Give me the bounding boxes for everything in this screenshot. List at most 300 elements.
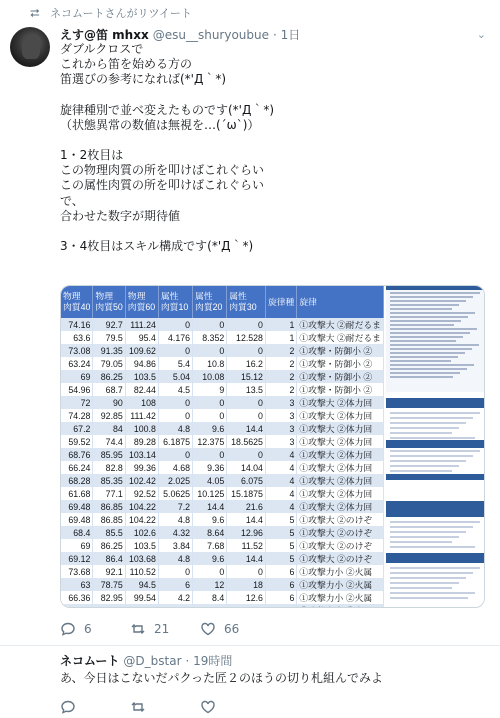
table-cell: 74.28 bbox=[61, 409, 93, 422]
thumbnail-band bbox=[386, 501, 484, 517]
table-cell: 78.75 bbox=[93, 578, 125, 591]
tweet-text-line bbox=[60, 133, 485, 148]
table-header-cell: 物理 肉質40 bbox=[61, 286, 93, 318]
thumbnail-texture-line bbox=[390, 308, 452, 310]
table-cell: ①攻撃大 ②体力回 bbox=[297, 435, 384, 448]
reply-icon bbox=[60, 699, 76, 715]
reply-icon bbox=[60, 621, 76, 637]
table-cell: 4 bbox=[265, 500, 296, 513]
table-cell: 2 bbox=[265, 370, 296, 383]
table-cell: 54.96 bbox=[61, 383, 93, 396]
data-table bbox=[61, 286, 384, 607]
table-cell: ①攻撃・防御小 ② bbox=[297, 344, 384, 357]
thumbnail-texture-line bbox=[390, 340, 456, 342]
tweet-text-line: 笛選びの参考になれば(*'Д｀*) bbox=[60, 72, 227, 87]
table-cell: 69 bbox=[61, 370, 93, 383]
thumbnail-texture-line bbox=[390, 412, 480, 414]
table-cell: 5 bbox=[265, 552, 296, 565]
thumbnail-texture-line bbox=[390, 572, 473, 574]
retweet-icon bbox=[130, 699, 146, 715]
reply-author-name[interactable]: ネコムート bbox=[60, 654, 120, 668]
tweet-text-line: 合わせた数字が期待値 bbox=[60, 208, 181, 223]
table-cell: 110.52 bbox=[125, 565, 158, 578]
table-cell: 0 bbox=[193, 448, 227, 461]
thumbnail-texture-line bbox=[390, 437, 475, 439]
thumbnail-texture-line bbox=[390, 348, 472, 350]
table-cell: ①攻撃・防御小 ② bbox=[297, 357, 384, 370]
media-thumbnail-3[interactable] bbox=[386, 392, 484, 500]
table-header-cell: 旋律種 bbox=[265, 286, 296, 318]
table-row bbox=[61, 370, 384, 383]
thumbnail-texture-line bbox=[390, 417, 473, 419]
table-cell: 18 bbox=[227, 578, 266, 591]
table-cell: 74.4 bbox=[93, 435, 125, 448]
table-row bbox=[61, 487, 384, 500]
table-cell: 68.7 bbox=[93, 383, 125, 396]
table-header-row bbox=[61, 286, 384, 318]
table-cell: ①攻撃力小 ②火属 bbox=[297, 578, 384, 591]
table-cell: 0 bbox=[158, 409, 192, 422]
table-cell: 4.32 bbox=[158, 526, 192, 539]
table-cell: 69.48 bbox=[61, 513, 93, 526]
tweet-text-line bbox=[60, 88, 485, 103]
table-cell: 12.375 bbox=[193, 435, 227, 448]
table-cell: ①攻撃大 ②体力回 bbox=[297, 422, 384, 435]
thumbnail-texture-line bbox=[390, 422, 466, 424]
table-cell: 77.1 bbox=[93, 487, 125, 500]
table-row bbox=[61, 604, 384, 607]
table-cell: 6 bbox=[265, 578, 296, 591]
table-cell: 1 bbox=[265, 331, 296, 344]
table-cell: 0 bbox=[158, 318, 192, 331]
table-cell: 4.2 bbox=[158, 591, 192, 604]
table-cell: 63.24 bbox=[61, 357, 93, 370]
retweet-button[interactable] bbox=[130, 621, 200, 637]
table-cell: 18.5625 bbox=[227, 435, 266, 448]
table-cell: ①攻撃・防御小 ② bbox=[297, 383, 384, 396]
table-header-cell: 属性 肉質10 bbox=[158, 286, 192, 318]
table-cell: 6.075 bbox=[227, 474, 266, 487]
thumbnail-band bbox=[386, 440, 484, 448]
thumbnail-texture-line bbox=[390, 592, 475, 594]
table-cell: 15.1875 bbox=[227, 487, 266, 500]
table-cell: 5.0625 bbox=[158, 487, 192, 500]
table-cell: 63 bbox=[61, 578, 93, 591]
heart-icon bbox=[200, 699, 216, 715]
table-cell: 6 bbox=[265, 565, 296, 578]
table-cell: 1 bbox=[265, 318, 296, 331]
table-cell bbox=[265, 604, 296, 607]
table-cell: 3 bbox=[265, 396, 296, 409]
reply-timestamp[interactable]: · 19時間 bbox=[185, 654, 233, 668]
thumbnail-texture-line bbox=[390, 296, 473, 298]
table-cell: 79.5 bbox=[93, 331, 125, 344]
table-cell: ①攻撃大 ②体力回 bbox=[297, 409, 384, 422]
table-cell: 10.08 bbox=[193, 370, 227, 383]
table-cell: ①攻撃大 ②体力回 bbox=[297, 396, 384, 409]
table-cell: 66.24 bbox=[61, 461, 93, 474]
table-cell: 0 bbox=[158, 396, 192, 409]
table-cell: 111.42 bbox=[125, 409, 158, 422]
tweet-text-line bbox=[60, 224, 485, 239]
table-cell: 103.5 bbox=[125, 370, 158, 383]
table-cell: 92.52 bbox=[125, 487, 158, 500]
table-cell: 94.5 bbox=[125, 578, 158, 591]
thumbnail-texture-line bbox=[390, 332, 470, 334]
table-cell: 4.05 bbox=[193, 474, 227, 487]
table-cell: 14.4 bbox=[227, 552, 266, 565]
table-cell: 68.28 bbox=[61, 474, 93, 487]
divider bbox=[0, 645, 500, 646]
thumbnail-texture-line bbox=[390, 546, 475, 548]
table-cell: ①攻撃大 ②のけぞ bbox=[297, 513, 384, 526]
table-cell bbox=[61, 604, 93, 607]
table-cell: 2 bbox=[265, 344, 296, 357]
thumbnail-texture-line bbox=[390, 567, 480, 569]
table-cell: 82.44 bbox=[125, 383, 158, 396]
thumbnail-texture-line bbox=[390, 450, 480, 452]
table-cell: 8.4 bbox=[193, 591, 227, 604]
table-header-cell: 物理 肉質60 bbox=[125, 286, 158, 318]
table-cell: 4.176 bbox=[158, 331, 192, 344]
thumbnail-texture-line bbox=[390, 376, 453, 378]
thumbnail-texture-line bbox=[390, 368, 467, 370]
table-cell: 74.16 bbox=[61, 318, 93, 331]
table-row bbox=[61, 474, 384, 487]
table-cell: 9 bbox=[193, 383, 227, 396]
table-cell: 0 bbox=[227, 344, 266, 357]
table-cell: 5 bbox=[265, 526, 296, 539]
tweet-media[interactable] bbox=[60, 285, 485, 608]
thumbnail-texture-line bbox=[390, 328, 477, 330]
thumbnail-texture-line bbox=[390, 360, 451, 362]
author-name[interactable]: えす@笛 mhxx bbox=[60, 28, 149, 42]
table-cell: 61.68 bbox=[61, 487, 93, 500]
table-cell: 4.8 bbox=[158, 552, 192, 565]
table-cell: 14.4 bbox=[227, 513, 266, 526]
table-cell: 0 bbox=[158, 344, 192, 357]
table-cell: 12.6 bbox=[227, 591, 266, 604]
table-cell: 16.2 bbox=[227, 357, 266, 370]
tweet-header bbox=[60, 26, 300, 43]
table-cell: 0 bbox=[193, 344, 227, 357]
table-cell: 3 bbox=[265, 409, 296, 422]
reply-retweet-button[interactable] bbox=[130, 699, 200, 715]
avatar[interactable] bbox=[10, 27, 50, 67]
table-cell: 4 bbox=[265, 461, 296, 474]
table-row bbox=[61, 448, 384, 461]
table-row bbox=[61, 526, 384, 539]
thumbnail-texture-line bbox=[390, 336, 463, 338]
table-cell: 9.6 bbox=[193, 513, 227, 526]
table-cell: 108 bbox=[125, 396, 158, 409]
table-cell: 82.8 bbox=[93, 461, 125, 474]
table-cell: ①攻撃大 ②体力回 bbox=[297, 487, 384, 500]
table-cell: 6 bbox=[265, 591, 296, 604]
table-cell: 0 bbox=[158, 448, 192, 461]
table-cell: 73.08 bbox=[61, 344, 93, 357]
table-cell: 11.52 bbox=[227, 539, 266, 552]
table-cell: 82.95 bbox=[93, 591, 125, 604]
thumbnail-band bbox=[386, 398, 484, 408]
table-cell bbox=[227, 604, 266, 607]
table-cell: 4.8 bbox=[158, 422, 192, 435]
thumbnail-texture-line bbox=[390, 460, 466, 462]
table-cell: 0 bbox=[227, 448, 266, 461]
table-cell: 0 bbox=[158, 565, 192, 578]
table-cell bbox=[297, 604, 384, 607]
table-cell bbox=[193, 604, 227, 607]
table-cell: 85.35 bbox=[93, 474, 125, 487]
table-cell: 0 bbox=[193, 318, 227, 331]
table-cell: ①攻撃大 ②のけぞ bbox=[297, 552, 384, 565]
tweet-text-line: 旋律種別で並べ変えたものです(*'Д｀*) bbox=[60, 102, 275, 117]
table-row bbox=[61, 565, 384, 578]
author-handle[interactable]: @esu__shuryoubue bbox=[152, 28, 270, 42]
thumbnail-texture-line bbox=[390, 455, 473, 457]
table-row bbox=[61, 578, 384, 591]
table-cell: 13.5 bbox=[227, 383, 266, 396]
reply-button[interactable] bbox=[60, 621, 130, 637]
table-cell: 84 bbox=[93, 422, 125, 435]
table-cell: 10.125 bbox=[193, 487, 227, 500]
table-cell: ①攻撃力小 ②火属 bbox=[297, 591, 384, 604]
table-cell: 104.22 bbox=[125, 513, 158, 526]
table-cell: 68.4 bbox=[61, 526, 93, 539]
reply-actions bbox=[60, 698, 270, 716]
tweet-text-line: （状態異常の数値は無視を…(´ω`)） bbox=[60, 117, 260, 132]
table-row bbox=[61, 422, 384, 435]
table-cell: 12.96 bbox=[227, 526, 266, 539]
table-cell: 111.24 bbox=[125, 318, 158, 331]
reply-text: あ、今日はこないだパクった匠２のほうの切り札組んでみよ bbox=[60, 671, 384, 685]
table-cell: 79.05 bbox=[93, 357, 125, 370]
table-cell: 4 bbox=[265, 474, 296, 487]
table-cell: 92.85 bbox=[93, 409, 125, 422]
table-cell: 104.22 bbox=[125, 500, 158, 513]
table-cell: 9.6 bbox=[193, 552, 227, 565]
table-cell: 4 bbox=[265, 448, 296, 461]
table-cell: 103.14 bbox=[125, 448, 158, 461]
thumbnail-texture-line bbox=[390, 344, 479, 346]
table-cell: ①攻撃大 ②体力回 bbox=[297, 474, 384, 487]
table-cell: 86.25 bbox=[93, 370, 125, 383]
media-thumbnail-2[interactable] bbox=[386, 286, 484, 392]
table-cell: 5 bbox=[265, 539, 296, 552]
table-cell: 2.025 bbox=[158, 474, 192, 487]
table-cell: 5 bbox=[265, 513, 296, 526]
table-cell: 85.5 bbox=[93, 526, 125, 539]
thumbnail-texture-line bbox=[390, 427, 459, 429]
table-cell: 0 bbox=[193, 396, 227, 409]
retweet-icon bbox=[130, 621, 146, 637]
thumbnail-texture-line bbox=[390, 300, 466, 302]
retweet-notice bbox=[30, 5, 192, 21]
table-row bbox=[61, 513, 384, 526]
table-cell: 92.7 bbox=[93, 318, 125, 331]
table-cell: 2 bbox=[265, 383, 296, 396]
tweet-text-line: で、 bbox=[60, 193, 84, 208]
table-cell: 73.68 bbox=[61, 565, 93, 578]
thumbnail-texture-line bbox=[390, 320, 461, 322]
table-row bbox=[61, 500, 384, 513]
table-cell: 85.95 bbox=[93, 448, 125, 461]
table-cell: 86.4 bbox=[93, 552, 125, 565]
table-header-cell: 属性 肉質20 bbox=[193, 286, 227, 318]
table-cell: ①攻撃大 ②耐だるま bbox=[297, 318, 384, 331]
table-cell: 86.25 bbox=[93, 539, 125, 552]
table-cell: 8.64 bbox=[193, 526, 227, 539]
tweet-text-line: 3・4枚目はスキル構成です(*'Д｀*) bbox=[60, 239, 254, 254]
thumbnail-texture-line bbox=[390, 324, 454, 326]
table-cell: 91.35 bbox=[93, 344, 125, 357]
table-cell: ①攻撃・防御小 ② bbox=[297, 370, 384, 383]
thumbnail-texture-line bbox=[390, 531, 466, 533]
table-header-cell: 属性 肉質30 bbox=[227, 286, 266, 318]
reply-author-handle[interactable]: @D_bstar bbox=[123, 654, 182, 668]
table-cell: 68.76 bbox=[61, 448, 93, 461]
table-row bbox=[61, 396, 384, 409]
thumbnail-texture-line bbox=[390, 304, 459, 306]
tweet-text-line: 1・2枚目は bbox=[60, 148, 124, 163]
table-cell: 94.86 bbox=[125, 357, 158, 370]
like-count: 66 bbox=[224, 622, 240, 636]
thumbnail-band bbox=[386, 286, 484, 290]
table-cell: 90 bbox=[93, 396, 125, 409]
tweet-text-line: この属性肉質の所を叩けばこれぐらい bbox=[60, 178, 265, 193]
thumbnail-texture-line bbox=[390, 470, 452, 472]
thumbnail-texture-line bbox=[390, 432, 452, 434]
table-cell: 15.12 bbox=[227, 370, 266, 383]
table-cell: 69.48 bbox=[61, 500, 93, 513]
table-cell: 14.4 bbox=[227, 422, 266, 435]
table-cell: 14.04 bbox=[227, 461, 266, 474]
table-row bbox=[61, 383, 384, 396]
table-row bbox=[61, 318, 384, 331]
thumbnail-texture-line bbox=[390, 364, 474, 366]
thumbnail-texture-line bbox=[390, 521, 480, 523]
table-cell: 99.54 bbox=[125, 591, 158, 604]
retweet-icon: ⮂ bbox=[30, 5, 40, 20]
thumbnail-texture-line bbox=[390, 577, 466, 579]
table-cell: 67.2 bbox=[61, 422, 93, 435]
table-cell: ①攻撃大 ②のけぞ bbox=[297, 526, 384, 539]
thumbnail-texture-line bbox=[390, 526, 473, 528]
chevron-down-icon[interactable]: ⌄ bbox=[476, 28, 486, 41]
table-row bbox=[61, 539, 384, 552]
table-cell: 103.68 bbox=[125, 552, 158, 565]
reply-like-button[interactable] bbox=[200, 699, 270, 715]
table-cell bbox=[93, 604, 125, 607]
table-cell: 109.62 bbox=[125, 344, 158, 357]
table-row bbox=[61, 461, 384, 474]
thumbnail-band bbox=[386, 474, 484, 480]
table-row bbox=[61, 344, 384, 357]
table-row bbox=[61, 591, 384, 604]
table-header-cell: 旋律 bbox=[297, 286, 384, 318]
table-cell: 0 bbox=[227, 565, 266, 578]
table-cell: 66.36 bbox=[61, 591, 93, 604]
table-cell: 7.2 bbox=[158, 500, 192, 513]
table-cell: 4.8 bbox=[158, 513, 192, 526]
like-button[interactable] bbox=[200, 621, 270, 637]
table-cell: 89.28 bbox=[125, 435, 158, 448]
table-cell: 95.4 bbox=[125, 331, 158, 344]
table-cell: 4 bbox=[265, 487, 296, 500]
media-thumbnails bbox=[384, 286, 484, 607]
table-cell: 14.4 bbox=[193, 500, 227, 513]
table-row bbox=[61, 409, 384, 422]
table-cell: 3.84 bbox=[158, 539, 192, 552]
tweet-text bbox=[60, 42, 485, 254]
tweet-text-line: ダブルクロスで bbox=[60, 42, 144, 56]
reply-reply-button[interactable] bbox=[60, 699, 130, 715]
thumbnail-texture-line bbox=[390, 465, 459, 467]
table-cell: 72 bbox=[61, 396, 93, 409]
table-cell: 9.36 bbox=[193, 461, 227, 474]
thumbnail-texture-line bbox=[390, 292, 480, 294]
table-cell: 69.12 bbox=[61, 552, 93, 565]
table-cell: 0 bbox=[227, 409, 266, 422]
tweet-text-line: この物理肉質の所を叩けばこれぐらい bbox=[60, 163, 265, 178]
table-cell: 63.6 bbox=[61, 331, 93, 344]
table-cell: 86.85 bbox=[93, 513, 125, 526]
table-row bbox=[61, 435, 384, 448]
thumbnail-texture-line bbox=[390, 352, 465, 354]
table-cell: 92.1 bbox=[93, 565, 125, 578]
reply-header bbox=[60, 652, 232, 669]
table-cell: 2 bbox=[265, 357, 296, 370]
table-cell: 0 bbox=[227, 396, 266, 409]
table-cell: 3 bbox=[265, 422, 296, 435]
table-cell: ①攻撃力小 ②火属 bbox=[297, 565, 384, 578]
table-cell: 3 bbox=[265, 435, 296, 448]
thumbnail-texture-line bbox=[390, 587, 452, 589]
retweet-count: 21 bbox=[154, 622, 170, 636]
thumbnail-texture-line bbox=[390, 536, 459, 538]
table-cell: 4.5 bbox=[158, 383, 192, 396]
table-cell: 99.36 bbox=[125, 461, 158, 474]
table-cell: 10.8 bbox=[193, 357, 227, 370]
tweet-timestamp[interactable]: · 1日 bbox=[273, 28, 301, 42]
thumbnail-texture-line bbox=[390, 372, 460, 374]
thumbnail-band bbox=[386, 553, 484, 563]
media-spreadsheet-image[interactable] bbox=[61, 286, 384, 607]
table-cell: 0 bbox=[227, 318, 266, 331]
table-cell: 7.68 bbox=[193, 539, 227, 552]
thumbnail-texture-line bbox=[390, 312, 475, 314]
table-row bbox=[61, 552, 384, 565]
table-cell: 12 bbox=[193, 578, 227, 591]
tweet-text-line: これから笛を始める方の bbox=[60, 57, 193, 72]
table-cell: 5.04 bbox=[158, 370, 192, 383]
table-cell: 100.8 bbox=[125, 422, 158, 435]
retweet-notice-text[interactable]: ネコムートさんがリツイート bbox=[50, 7, 192, 20]
table-cell: 4.68 bbox=[158, 461, 192, 474]
table-cell: 102.6 bbox=[125, 526, 158, 539]
heart-icon bbox=[200, 621, 216, 637]
table-cell: 59.52 bbox=[61, 435, 93, 448]
table-cell: ①攻撃大 ②耐だるま bbox=[297, 331, 384, 344]
table-cell: 9.6 bbox=[193, 422, 227, 435]
thumbnail-texture-line bbox=[390, 356, 458, 358]
media-thumbnail-4[interactable] bbox=[386, 499, 484, 607]
thumbnail-texture-line bbox=[390, 316, 468, 318]
reply-count: 6 bbox=[84, 622, 92, 636]
table-cell: 21.6 bbox=[227, 500, 266, 513]
table-cell: 12.528 bbox=[227, 331, 266, 344]
table-cell: 5.4 bbox=[158, 357, 192, 370]
